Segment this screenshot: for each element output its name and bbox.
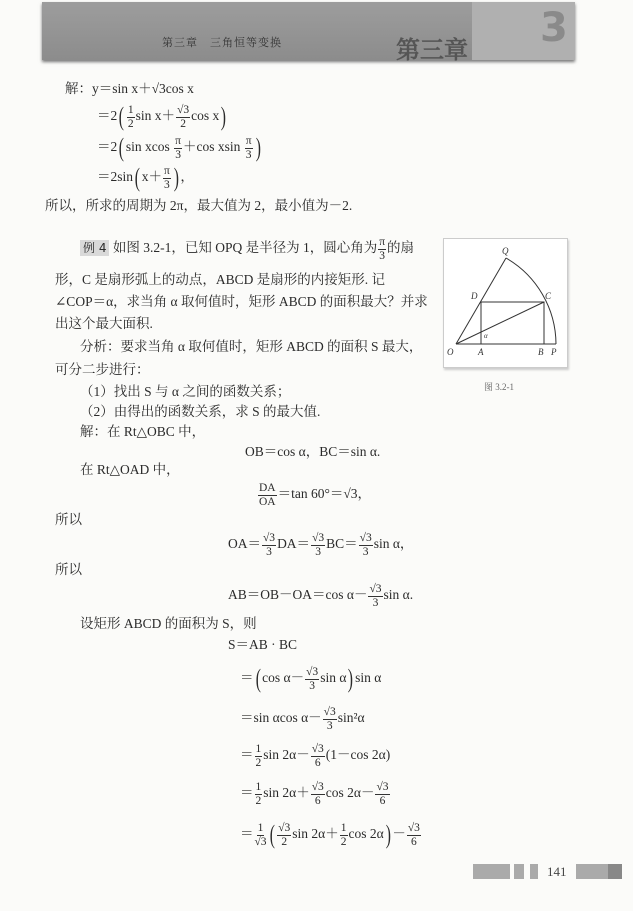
denominator: 3 (326, 719, 333, 732)
math-text: 的扇 (387, 240, 415, 256)
big-paren: ) (220, 102, 227, 132)
big-paren: ) (255, 133, 261, 163)
analysis-step: （1）找出 S 与 α 之间的函数关系； (80, 384, 291, 399)
math-text: BC＝ (326, 536, 358, 552)
math-text: ＝2 (97, 108, 118, 124)
denominator: √3 (254, 835, 267, 848)
math-text: cos x (191, 108, 220, 124)
denominator: 3 (245, 148, 252, 161)
numerator: 1 (127, 104, 134, 116)
math-text: － (392, 826, 406, 842)
fraction (359, 532, 373, 558)
label-b: B (538, 347, 544, 357)
fraction (255, 822, 267, 848)
math-text: ＝sin αcos α－ (240, 710, 322, 726)
fraction (258, 482, 277, 508)
arc-pq (506, 258, 556, 344)
chapter-title: 第三章 三角恒等变换 (162, 37, 282, 49)
math-text: OA＝ (228, 536, 261, 552)
denominator: 6 (379, 794, 386, 807)
numerator: √3 (407, 822, 420, 834)
denominator: 3 (175, 148, 181, 161)
math-line (240, 781, 391, 807)
solution-text: 设矩形 ABCD 的面积为 S，则 (80, 616, 257, 631)
math-text: cos 2α－ (325, 785, 375, 801)
math-text: sin 2α＋ (292, 826, 339, 842)
math-text: ＝ (240, 785, 254, 801)
chapter-number: 3 (540, 5, 568, 51)
denominator: OA (259, 495, 276, 508)
math-text: ＝ (240, 826, 254, 842)
chapter-tab-label: 第三章 (396, 36, 468, 64)
math-text: ＝tan 60°＝√3， (277, 486, 372, 502)
math-text: (1－cos 2α) (325, 747, 391, 763)
figure-caption: 图 3.2-1 (484, 382, 514, 392)
math-line (240, 706, 365, 732)
denominator: 2 (281, 835, 288, 848)
denominator: 6 (314, 794, 321, 807)
math-text: sin 2α＋ (263, 785, 310, 801)
solution-text: 解：在 Rt△OBC 中， (80, 424, 206, 439)
fraction (311, 743, 325, 769)
footer-bar (514, 864, 524, 879)
example-line (80, 236, 414, 262)
denominator: 6 (411, 835, 417, 848)
denominator: 3 (372, 596, 379, 609)
denominator: 3 (362, 545, 369, 558)
numerator: √3 (263, 532, 276, 544)
example-text: 形，C 是扇形弧上的动点，ABCD 是扇形的内接矩形. 记 (55, 272, 386, 287)
denominator: 2 (255, 756, 262, 769)
math-line (257, 482, 371, 508)
footer-bar (608, 864, 622, 879)
math-text: cos 2α (348, 826, 384, 842)
denominator: 3 (309, 679, 316, 692)
denominator: 3 (315, 545, 321, 558)
footer-bar (473, 864, 510, 879)
fraction (311, 781, 325, 807)
denominator: 2 (127, 117, 134, 130)
math-text: ＝ (240, 747, 254, 763)
math-text: sin α (355, 670, 382, 686)
math-text: ＋cos xsin (182, 139, 244, 155)
analysis-text: 可分二步进行： (55, 362, 150, 377)
big-paren: ( (118, 133, 125, 163)
numerator: 1 (257, 822, 264, 834)
numerator: 1 (255, 781, 262, 793)
big-paren: ( (118, 102, 125, 132)
fraction (174, 135, 182, 161)
numerator: 1 (340, 822, 347, 834)
solution-text: 所以 (55, 562, 82, 577)
math-line (228, 532, 413, 558)
footer-bar (530, 864, 538, 879)
fraction (262, 532, 276, 558)
math-text: sin 2α－ (263, 747, 310, 763)
numerator: π (163, 165, 170, 177)
math-line (240, 822, 422, 848)
analysis-text: 分析：要求当角 α 取何值时，矩形 ABCD 的面积 S 最大， (80, 339, 423, 354)
fraction (368, 583, 382, 609)
denominator: 2 (180, 117, 186, 130)
big-paren: ) (385, 820, 391, 850)
label-p: P (551, 347, 557, 357)
fraction (277, 822, 291, 848)
solution-text: 所以 (55, 512, 82, 527)
sector-figure (443, 238, 568, 368)
sector-diagram (444, 239, 567, 367)
math-line (112, 236, 415, 262)
fraction (127, 104, 135, 130)
numerator: √3 (323, 706, 336, 718)
math-line (228, 583, 413, 609)
denominator: 3 (163, 178, 170, 191)
math-text: 解：y＝sin x＋√3cos x (65, 81, 194, 96)
math-text: sin α， (373, 536, 414, 552)
label-alpha: α (484, 332, 488, 340)
fraction (176, 104, 190, 130)
math-line (97, 135, 262, 161)
fraction (311, 532, 325, 558)
math-text: ＝2 (97, 139, 118, 155)
denominator: 2 (255, 794, 262, 807)
numerator: √3 (311, 743, 324, 755)
rectangle-abcd (481, 302, 544, 344)
big-paren: ) (348, 664, 354, 694)
math-text: sin x＋ (135, 108, 176, 124)
numerator: DA (259, 482, 276, 494)
fraction (305, 666, 319, 692)
big-paren: ( (269, 820, 275, 850)
numerator: √3 (376, 781, 389, 793)
numerator: π (245, 135, 252, 147)
numerator: π (379, 236, 386, 248)
numerator: √3 (311, 781, 324, 793)
fraction (340, 822, 348, 848)
math-text: sin α (320, 670, 347, 686)
math-line (97, 165, 194, 191)
math-text: ， (180, 169, 194, 185)
denominator: 3 (266, 545, 272, 558)
fraction (245, 135, 253, 161)
math-text: ＝2sin (97, 169, 134, 185)
math-line (228, 638, 297, 652)
numerator: √3 (278, 822, 291, 834)
conclusion: 所以，所求的周期为 2π，最大值为 2，最小值为－2. (45, 198, 353, 213)
math-text: sin²α (337, 710, 365, 726)
numerator: π (175, 135, 181, 147)
math-text: cos α－ (262, 670, 305, 686)
numerator: √3 (312, 532, 325, 544)
footer-bar (576, 864, 608, 879)
fraction (255, 781, 263, 807)
math-line (240, 666, 381, 692)
example-text: 出这个最大面积. (55, 316, 153, 331)
math-text: OB＝cos α，BC＝sin α. (245, 444, 381, 459)
fraction (407, 822, 421, 848)
math-text: S＝AB · BC (228, 637, 298, 652)
math-line (97, 104, 228, 130)
denominator: 2 (340, 835, 347, 848)
analysis-step: （2）由得出的函数关系，求 S 的最大值. (80, 404, 321, 419)
math-text: AB＝OB－OA＝cos α－ (228, 587, 368, 603)
page-number: 141 (547, 864, 567, 879)
numerator: √3 (359, 532, 372, 544)
label-d: D (471, 291, 478, 301)
fraction (375, 781, 389, 807)
numerator: √3 (177, 104, 190, 116)
label-o: O (447, 347, 454, 357)
math-text: x＋ (141, 169, 162, 185)
fraction (163, 165, 171, 191)
big-paren: ( (255, 664, 261, 694)
math-text: 如图 3.2-1，已知 OPQ 是半径为 1，圆心角为 (112, 240, 378, 256)
numerator: √3 (369, 583, 382, 595)
segment-oc (456, 302, 544, 344)
fraction (378, 236, 386, 262)
label-a: A (478, 347, 484, 357)
big-paren: ) (173, 163, 179, 193)
fraction (255, 743, 263, 769)
math-text: DA＝ (277, 536, 311, 552)
label-c: C (545, 291, 552, 301)
example-text: ∠COP＝α，求当角 α 取何值时，矩形 ABCD 的面积最大？并求 (55, 294, 428, 309)
fraction (323, 706, 337, 732)
big-paren: ( (134, 163, 140, 193)
numerator: 1 (255, 743, 262, 755)
math-text: ＝ (240, 670, 254, 686)
denominator: 3 (379, 249, 385, 262)
numerator: √3 (306, 666, 319, 678)
math-line (65, 82, 194, 96)
example-label: 例 4 (80, 240, 109, 256)
math-text: sin α. (383, 587, 414, 603)
label-q: Q (502, 246, 509, 256)
denominator: 6 (314, 756, 321, 769)
math-line (240, 743, 390, 769)
math-text: sin xcos (125, 139, 174, 155)
solution-text: 在 Rt△OAD 中， (80, 462, 180, 477)
math-line (245, 445, 380, 459)
